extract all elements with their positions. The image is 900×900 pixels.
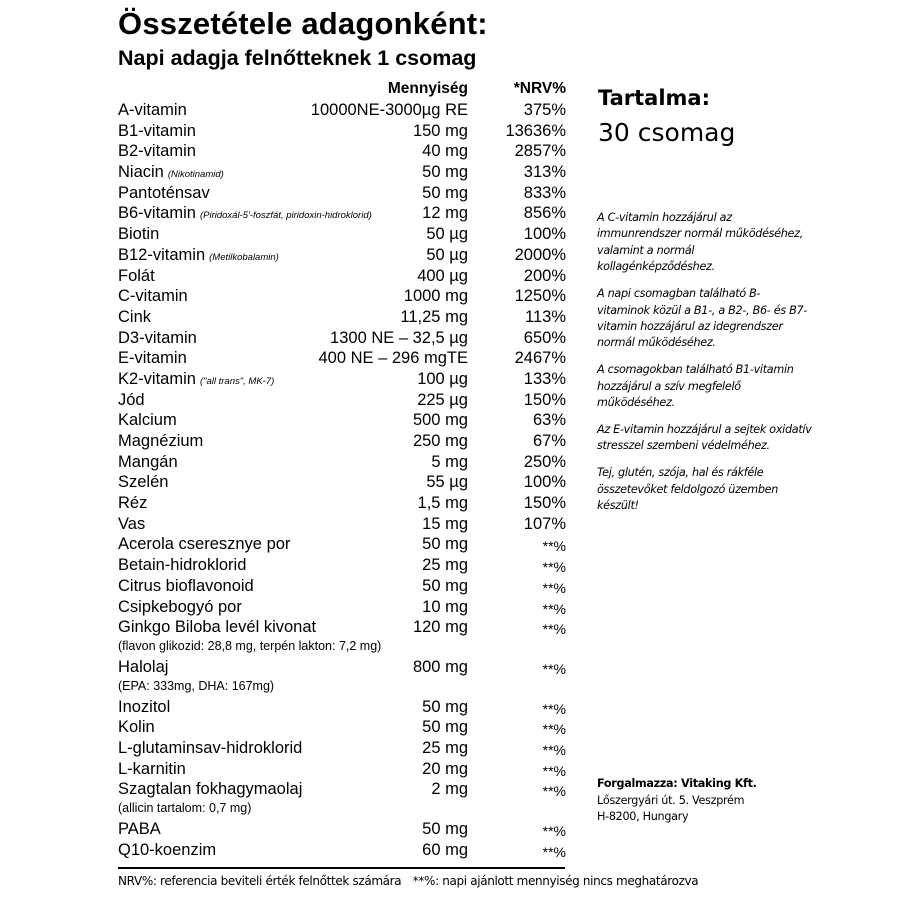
ingredient-name: Inozitol <box>118 697 171 716</box>
distributor-name: Forgalmazza: Vitaking Kft. <box>597 777 757 790</box>
quantity-value: 40 mg <box>422 142 468 161</box>
table-row <box>118 328 566 349</box>
ingredient-name-cell <box>118 759 186 779</box>
contents-heading: Tartalma: <box>598 86 711 110</box>
table-row <box>118 576 566 597</box>
nrv-value: 375% <box>523 101 566 119</box>
nrv-value: 150% <box>523 390 566 409</box>
table-row <box>118 617 566 638</box>
ingredient-detail: (allicin tartalom: 0,7 mg) <box>118 801 252 815</box>
ingredient-name-cell <box>118 617 316 637</box>
page-subtitle: Napi adagja felnőtteknek 1 csomag <box>118 46 477 70</box>
quantity-value: 10 mg <box>422 597 468 616</box>
quantity-value: 50 mg <box>422 535 468 554</box>
table-row <box>118 759 566 780</box>
ingredient-name-cell <box>118 121 196 141</box>
ingredient-name: Kolin <box>118 718 155 737</box>
nrv-value: **% <box>542 538 566 555</box>
nrv-value: 2467% <box>514 349 566 368</box>
ingredient-name: Réz <box>118 494 148 513</box>
table-row <box>118 183 566 204</box>
ingredient-name: L-glutaminsav-hidroklorid <box>118 738 303 757</box>
quantity-value: 25 mg <box>422 738 468 757</box>
quantity-value: 400 µg <box>417 266 468 285</box>
table-row <box>118 100 566 121</box>
ingredient-name-cell <box>118 493 147 513</box>
ingredient-name-cell <box>118 534 290 554</box>
ingredient-name: Halolaj <box>118 657 169 676</box>
quantity-value: 10000NE-3000µg RE <box>310 101 468 119</box>
nrv-value: 2000% <box>514 245 566 264</box>
ingredient-name-cell <box>118 369 274 392</box>
quantity-value: 55 µg <box>426 473 468 492</box>
ingredient-name-cell <box>118 183 210 203</box>
table-row <box>118 121 566 142</box>
quantity-value: 1000 mg <box>403 287 468 306</box>
table-row <box>118 369 566 390</box>
ingredient-name-cell <box>118 452 178 472</box>
ingredient-name: Ginkgo Biloba levél kivonat <box>118 618 317 637</box>
nrv-value: 1250% <box>514 287 566 306</box>
ingredient-name: Szelén <box>118 473 169 492</box>
table-row <box>118 141 566 162</box>
ingredient-name: B2-vitamin <box>118 142 196 161</box>
nrv-value: **% <box>542 600 566 617</box>
ingredient-name: Citrus bioflavonoid <box>118 576 254 595</box>
ingredient-name: Folát <box>118 266 155 285</box>
table-row <box>118 717 566 738</box>
table-row <box>118 307 566 328</box>
quantity-value: 500 mg <box>412 411 468 430</box>
quantity-value: 15 mg <box>422 514 468 533</box>
quantity-value: 50 mg <box>422 697 468 716</box>
distributor-address: Lőszergyári út. 5. Veszprém <box>597 793 745 807</box>
nrv-value: 67% <box>532 432 566 450</box>
nrv-value: **% <box>542 700 566 717</box>
quantity-value: 50 mg <box>422 576 468 595</box>
nrv-value: **% <box>542 823 566 839</box>
ingredient-name-cell <box>118 203 372 226</box>
ingredient-name-cell <box>118 555 246 575</box>
table-row <box>118 657 566 678</box>
footnote-nrv: NRV%: referencia beviteli érték felnőttek számára <box>118 874 402 888</box>
ingredient-name: L-karnitin <box>118 759 186 778</box>
ingredient-form-note: (Nikotinamid) <box>167 169 224 181</box>
ingredient-name: Niacin <box>118 163 164 182</box>
table-row <box>118 452 566 473</box>
ingredient-name-cell <box>118 657 168 677</box>
nrv-value: **% <box>542 579 566 596</box>
quantity-value: 400 NE – 296 mgTE <box>318 349 468 368</box>
nrv-value: 107% <box>523 514 566 533</box>
table-row <box>118 697 566 718</box>
table-row <box>118 597 566 618</box>
ingredient-name: Jód <box>118 390 145 409</box>
ingredient-name: Csipkebogyó por <box>118 597 242 616</box>
quantity-value: 50 µg <box>426 225 468 244</box>
ingredient-name-cell <box>118 266 155 286</box>
ingredient-form-note: ("all trans", MK-7) <box>199 375 275 387</box>
quantity-value: 12 mg <box>422 204 468 223</box>
ingredient-name: K2-vitamin <box>118 369 196 388</box>
nrv-value: **% <box>542 721 566 738</box>
table-row <box>118 840 566 861</box>
ingredient-name-cell <box>118 597 242 617</box>
table-row <box>118 819 566 840</box>
ingredient-name-cell <box>118 576 254 596</box>
nrv-value: 63% <box>532 411 566 430</box>
ingredient-name: Mangán <box>118 452 178 471</box>
ingredient-detail: (flavon glikozid: 28,8 mg, terpén lakton: 7,2 mg) <box>118 638 382 653</box>
ingredient-name: C-vitamin <box>118 287 188 306</box>
ingredient-name-cell <box>118 245 279 268</box>
nrv-value: **% <box>542 783 566 800</box>
ingredient-name-cell <box>118 162 224 185</box>
nrv-value: 2857% <box>514 142 566 161</box>
quantity-value: 250 mg <box>412 432 468 450</box>
table-row <box>118 514 566 535</box>
column-header-nrv: *NRV% <box>513 80 566 97</box>
ingredient-name: Biotin <box>118 225 160 244</box>
table-row <box>118 245 566 266</box>
nrv-value: 650% <box>523 328 566 347</box>
claim-vitamin-c: A C-vitamin hozzájárul az immunrendszer normál működéséhez, valamint a normál kollagénképződéshez. <box>597 211 803 274</box>
nrv-value: 150% <box>523 494 566 513</box>
table-row <box>118 203 566 224</box>
ingredient-name-cell <box>118 697 170 717</box>
ingredient-name-cell <box>118 328 197 348</box>
quantity-value: 50 mg <box>422 718 468 737</box>
footnote-stars: **%: napi ajánlott mennyiség nincs meghatározva <box>412 874 699 888</box>
ingredient-name: Acerola cseresznye por <box>118 535 291 554</box>
table-bottom-rule <box>118 867 565 869</box>
quantity-value: 2 mg <box>431 780 468 799</box>
quantity-value: 225 µg <box>417 390 468 409</box>
ingredient-name-cell <box>118 431 203 451</box>
table-row <box>118 493 566 514</box>
nrv-value: 833% <box>523 183 566 202</box>
contents-value: 30 csomag <box>598 118 736 147</box>
ingredient-name: Kalcium <box>118 411 177 430</box>
quantity-value: 20 mg <box>422 759 468 778</box>
claim-b1-heart: A csomagokban található B1-vitamin hozzájárul a szív megfelelő működéséhez. <box>597 363 794 410</box>
distributor-postal: H-8200, Hungary <box>597 810 689 823</box>
nrv-value: 856% <box>523 204 566 223</box>
quantity-value: 50 mg <box>422 163 468 182</box>
ingredient-name-cell <box>118 514 145 534</box>
ingredient-name: Szagtalan fokhagymaolaj <box>118 780 303 799</box>
nrv-value: 200% <box>523 266 566 285</box>
quantity-value: 50 mg <box>422 183 468 202</box>
ingredient-detail: (EPA: 333mg, DHA: 167mg) <box>118 678 275 693</box>
table-row <box>118 348 566 369</box>
table-row <box>118 286 566 307</box>
ingredient-name-cell <box>118 472 168 492</box>
ingredient-name-cell <box>118 286 188 306</box>
table-row <box>118 410 566 431</box>
ingredient-name-cell <box>118 390 145 410</box>
table-row <box>118 738 566 759</box>
quantity-value: 100 µg <box>417 369 468 388</box>
ingredient-name: B6-vitamin <box>118 204 196 223</box>
table-body <box>118 100 566 860</box>
quantity-value: 60 mg <box>422 840 468 859</box>
column-header-quantity: Mennyiség <box>387 80 468 97</box>
allergen-warning: Tej, glutén, szója, hal és rákféle összetevőket feldolgozó üzemben készült! <box>597 466 779 513</box>
ingredient-name: A-vitamin <box>118 101 187 119</box>
ingredient-name: Pantoténsav <box>118 183 210 202</box>
nrv-value: 13636% <box>505 121 566 140</box>
ingredient-name: Magnézium <box>118 432 204 450</box>
nrv-value: 250% <box>523 452 566 471</box>
distributor-info <box>597 776 757 826</box>
table-row <box>118 779 566 800</box>
nrv-value: **% <box>542 741 566 758</box>
quantity-value: 800 mg <box>412 657 468 676</box>
quantity-value: 150 mg <box>412 121 468 140</box>
ingredient-name-cell <box>118 738 302 758</box>
table-row <box>118 266 566 287</box>
table-row <box>118 224 566 245</box>
ingredient-name-cell <box>118 307 151 327</box>
table-header <box>118 80 566 100</box>
ingredient-name: PABA <box>118 820 161 838</box>
nrv-value: 100% <box>523 225 566 244</box>
quantity-value: 5 mg <box>431 452 468 471</box>
ingredient-name-cell <box>118 141 196 161</box>
ingredient-name: Cink <box>118 307 152 326</box>
ingredient-name-cell <box>118 717 155 737</box>
nrv-value: **% <box>542 843 566 860</box>
ingredient-name: Betain-hidroklorid <box>118 556 247 575</box>
nrv-value: 100% <box>523 473 566 492</box>
ingredient-name-cell <box>118 840 216 860</box>
page-title: Összetétele adagonként: <box>118 6 488 41</box>
claim-vitamin-e: Az E-vitamin hozzájárul a sejtek oxidatív stresszel szembeni védelméhez. <box>597 422 812 453</box>
ingredient-form-note: (Piridoxál-5'-foszfát, piridoxin-hidroklorid) <box>199 210 372 222</box>
ingredient-name: B1-vitamin <box>118 121 196 140</box>
table-row <box>118 534 566 555</box>
quantity-value: 50 mg <box>422 820 468 838</box>
nrv-value: **% <box>542 621 566 638</box>
ingredient-name-cell <box>118 819 161 839</box>
composition-table <box>118 80 566 860</box>
table-row <box>118 390 566 411</box>
nrv-value: 313% <box>523 163 566 182</box>
table-row <box>118 431 566 452</box>
quantity-value: 1,5 mg <box>417 494 468 513</box>
ingredient-name: Q10-koenzim <box>118 840 217 859</box>
quantity-value: 11,25 mg <box>400 307 468 326</box>
ingredient-name-cell <box>118 348 187 368</box>
nrv-value: **% <box>542 762 566 779</box>
nrv-value: **% <box>542 559 566 576</box>
ingredient-name-cell <box>118 224 159 244</box>
health-claims <box>597 210 812 525</box>
table-row <box>118 162 566 183</box>
ingredient-name-cell <box>118 779 302 799</box>
quantity-value: 50 µg <box>426 245 468 264</box>
nrv-value: 133% <box>523 369 566 388</box>
quantity-value: 25 mg <box>422 556 468 575</box>
nrv-value: 113% <box>525 307 566 326</box>
ingredient-name-cell <box>118 100 187 120</box>
nrv-value: **% <box>542 660 566 677</box>
quantity-value: 120 mg <box>412 618 468 637</box>
table-row <box>118 555 566 576</box>
footnotes <box>118 874 698 888</box>
ingredient-name: E-vitamin <box>118 349 187 368</box>
ingredient-name: D3-vitamin <box>118 328 197 347</box>
ingredient-name: Vas <box>118 514 146 533</box>
claim-b-vitamins: A napi csomagban található B-vitaminok közül a B1-, a B2-, B6- és B7-vitamin hozzájárul az idegrendszer normál működéséhez. <box>597 287 808 350</box>
ingredient-name: B12-vitamin <box>118 245 206 264</box>
quantity-value: 1300 NE – 32,5 µg <box>330 328 468 347</box>
ingredient-name-cell <box>118 410 177 430</box>
ingredient-form-note: (Metilkobalamin) <box>209 251 279 263</box>
table-row <box>118 472 566 493</box>
